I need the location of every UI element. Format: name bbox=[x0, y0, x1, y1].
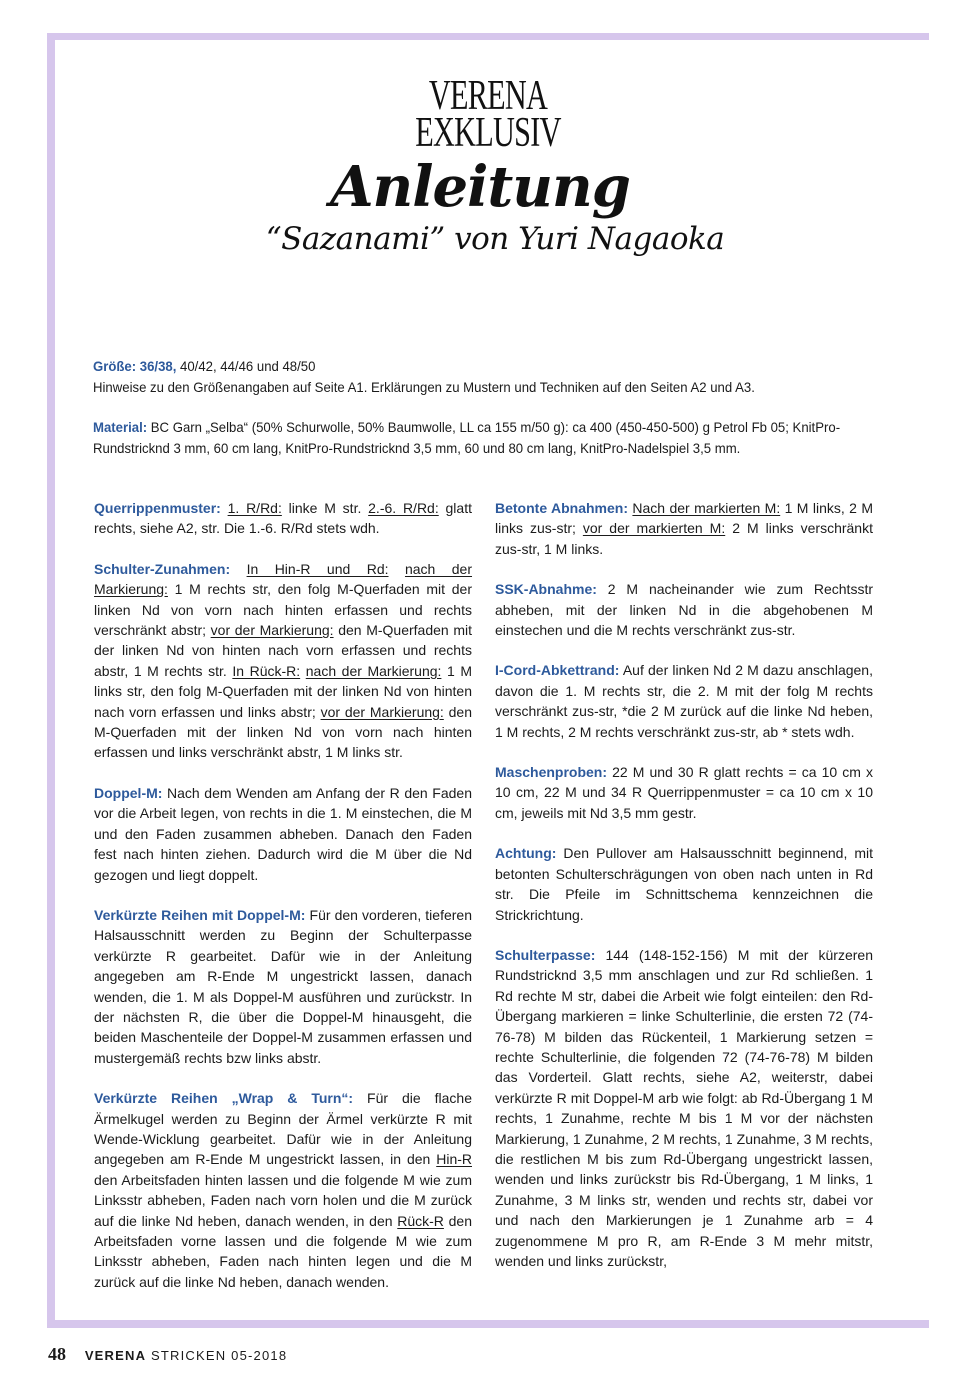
body-text: Den Pullover am Halsausschnitt beginnend, mit betonten Schulterschrägungen von oben nach unten in Rd str. Die Pfeile im Schnittschema kennzeichnen die Strickrichtung. bbox=[495, 845, 873, 923]
segments bbox=[495, 845, 873, 922]
underlined-term: vor der Markierung: bbox=[210, 622, 334, 639]
section-label: Maschenproben: bbox=[495, 764, 608, 781]
body-text: Für den vorderen, tieferen Halsausschnitt werden zu Beginn der Schulterpasse verkürzte R gearbeitet. Dafür wie in der Anleitung angegeben am R-Ende M ungestrickt lassen, danach wenden, die 1. M als Doppel-M ausführen und zurückstr. In der nächsten R, die über die Doppel-M hinausgeht, die beiden Maschenteile der Doppel-M zusammen erfassen und mustergemäß rechts bzw links abstr. bbox=[94, 906, 472, 1066]
page-subtitle: “Sazanami” von Yuri Nagaoka bbox=[265, 221, 725, 257]
masthead bbox=[0, 73, 960, 258]
section-label: Größe: 36/38, bbox=[93, 358, 177, 374]
segments bbox=[93, 419, 840, 456]
body-text: 2 M links verschränkt zus-str, 1 M links. bbox=[495, 520, 873, 557]
section-label: I-Cord-Abkettrand: bbox=[495, 662, 620, 679]
body-text: Auf der linken Nd 2 M dazu anschlagen, davon die 1. M rechts str, die 2. M mit der folg M rechts verschränkt zus-str, *die 2 M zurück auf die linke Nd heben, 1 M rechts, 2 M rechts verschränkt zus-str, ab * stets wdh. bbox=[495, 662, 873, 740]
underlined-term: Rück-R bbox=[397, 1212, 444, 1229]
issue-label: STRICKEN 05-2018 bbox=[151, 1348, 288, 1363]
segments bbox=[94, 561, 472, 761]
underlined-term: Hin-R bbox=[436, 1151, 472, 1168]
paragraph-schulter-zunahmen bbox=[94, 559, 472, 763]
body-text: 1 M rechts str, den folg M-Querfaden mit der linken Nd von vorn nach hinten erfassen und rechts verschränkt abstr; bbox=[94, 581, 472, 639]
segments bbox=[94, 500, 472, 536]
body-text: 144 (148-152-156) M mit der kürzeren Rundstricknd 3,5 mm anschlagen und zur Rd schließen. 1 Rd rechte M str, dabei die Arbeit wie folgt einteilen: den Rd-Übergang markieren = linke Schulterlinie, die ersten 72 (74-76-78) M bilden das Rückenteil, 1 Markierung setzen = rechte Schulterlinie, die folgenden 72 (74-76-78) M bilden das Vorderteil. Glatt rechts, siehe A2, weiterstr, dabei verkürzte R mit Doppel-M arb wie folgt: ab Rd-Übergang 1 M rechts, 1 Zunahme, rechte M bis 1 M vor der nächsten Markierung, 1 Zunahme, 2 M rechts, 1 Zunahme, 3 M rechts, die restlichen M bis zum Rd-Übergang ungestrickt lassen, wenden und links zurückstr bis Rd-Übergang, 1 M links, 1 Zunahme, 3 M links str, wenden und rechts str, dabei vor und nach den Markierungen je 1 Zunahme arb = 4 zugenommene M pro R, am R-Ende 3 M mehr mitstr, wenden und links zurückstr, bbox=[495, 946, 873, 1269]
segments bbox=[94, 1090, 472, 1290]
segments bbox=[94, 907, 472, 1066]
segments bbox=[495, 947, 873, 1269]
body-text: 40/42, 44/46 und 48/50 bbox=[176, 358, 316, 374]
underlined-term: nach der Markierung: bbox=[305, 662, 442, 679]
decorative-frame-top bbox=[47, 33, 929, 40]
underlined-term: 1. R/Rd: bbox=[227, 500, 282, 516]
decorative-frame-bottom bbox=[47, 1320, 929, 1328]
right-column bbox=[495, 498, 873, 1291]
segments bbox=[93, 358, 315, 374]
section-label: Doppel-M: bbox=[94, 784, 163, 801]
body-text: 1 M links str, den folg M-Querfaden mit der linken Nd von hinten nach vorn erfassen und links abstr; bbox=[94, 662, 473, 720]
paragraph-ssk-abnahme bbox=[495, 579, 873, 640]
underlined-term: In Rück-R: bbox=[232, 662, 301, 679]
body-text: glatt rechts, siehe A2, str. Die 1.-6. R/Rd stets wdh. bbox=[94, 500, 472, 537]
body-text: linke M str. bbox=[281, 500, 369, 516]
section-label: Achtung: bbox=[495, 845, 557, 862]
size-note: Hinweise zu den Größenangaben auf Seite A1. Erklärungen zu Mustern und Techniken auf den Seiten A2 und A3. bbox=[93, 378, 755, 395]
paragraph-maschenproben bbox=[495, 762, 873, 823]
underlined-term: Nach der markierten M: bbox=[632, 500, 781, 516]
underlined-term: 2.-6. R/Rd: bbox=[368, 500, 439, 516]
brand-line-1: VERENA bbox=[428, 73, 548, 119]
underlined-term: nach der Markierung: bbox=[94, 560, 473, 598]
body-text: 1 M links, 2 M links zus-str; bbox=[495, 500, 873, 537]
body-text: den M-Querfaden mit der linken Nd von hinten nach vorn erfassen und rechts abstr, 1 M rechts str. bbox=[94, 622, 472, 679]
left-column bbox=[94, 498, 472, 1312]
segments bbox=[495, 581, 873, 638]
body-text bbox=[389, 561, 405, 577]
page-number: 48 bbox=[48, 1344, 66, 1364]
magazine-name: VERENA bbox=[84, 1348, 147, 1363]
body-text: Für die flache Ärmelkugel werden zu Beginn der Ärmel verkürzte R mit Wende-Wicklung gearbeitet. Dafür wie in der Anleitung angegeben am R-Ende M ungestrickt lassen, in den bbox=[94, 1090, 472, 1168]
paragraph-verkuerzte-reihen-doppel-m bbox=[94, 905, 472, 1068]
body-text: den Arbeitsfaden hinten lassen und die folgende M wie zum Linksstr abheben, Faden nach vorn holen und die M zurück auf die linke Nd heben, danach wenden, in den bbox=[94, 1171, 472, 1229]
segments bbox=[495, 662, 873, 739]
underlined-term: vor der Markierung: bbox=[320, 703, 444, 720]
body-text bbox=[221, 500, 228, 516]
brand-line-2: EXKLUSIV bbox=[415, 110, 561, 156]
segments bbox=[495, 500, 873, 557]
paragraph-i-cord-abkettrand bbox=[495, 660, 873, 742]
paragraph-verkuerzte-reihen-wrap-turn bbox=[94, 1088, 472, 1292]
section-label: Verkürzte Reihen „Wrap & Turn“: bbox=[94, 1090, 354, 1107]
section-label: SSK-Abnahme: bbox=[495, 581, 597, 598]
size-paragraph bbox=[93, 356, 883, 397]
paragraph-achtung bbox=[495, 843, 873, 925]
segments bbox=[495, 764, 873, 821]
body-text: 22 M und 30 R glatt rechts = ca 10 cm x 10 cm, 22 M und 34 R Querrippenmuster = ca 10 cm x 10 cm, jeweils mit Nd 3,5 mm gestr. bbox=[495, 764, 873, 821]
paragraph-betonte-abnahmen bbox=[495, 498, 873, 559]
section-label: Querrippenmuster: bbox=[94, 500, 221, 516]
intro-section bbox=[93, 356, 841, 478]
section-label: Verkürzte Reihen mit Doppel-M: bbox=[94, 906, 306, 923]
body-text: 2 M nacheinander wie zum Rechtsstr abheben, mit der linken Nd in die abgehobenen M einstechen und die M rechts verschränkt zus-str. bbox=[495, 581, 873, 639]
underlined-term: vor der markierten M: bbox=[582, 520, 726, 537]
paragraph-schulterpasse bbox=[495, 945, 873, 1272]
section-label: Schulter-Zunahmen: bbox=[94, 560, 231, 577]
paragraph-querrippenmuster bbox=[94, 498, 472, 539]
section-label: Betonte Abnahmen: bbox=[495, 500, 628, 516]
paragraph-doppel-m bbox=[94, 783, 472, 885]
page-footer bbox=[48, 1344, 287, 1365]
underlined-term: In Hin-R und Rd: bbox=[246, 560, 389, 577]
body-text bbox=[230, 561, 246, 577]
page-title: Anleitung bbox=[330, 154, 630, 220]
body-text: BC Garn „Selba“ (50% Schurwolle, 50% Baumwolle, LL ca 155 m/50 g): ca 400 (450-450-500) g Petrol Fb 05; KnitPro-Rundstricknd 3 mm, 60 cm lang, KnitPro-Rundstricknd 3,5 mm, 60 und 80 cm lang, KnitPro-Nadelspiel 3,5 mm. bbox=[93, 419, 841, 456]
body-text: den Arbeitsfaden vorne lassen und die folgende M wie zum Linksstr abheben, Faden nach hinten legen und die M zurück auf die linke Nd heben, danach wenden. bbox=[94, 1212, 472, 1290]
section-label: Schulterpasse: bbox=[495, 946, 596, 963]
body-text: Nach dem Wenden am Anfang der R den Faden vor die Arbeit legen, von rechts in die 1. M einstechen, die M und den Faden zusammen abheben. Danach den Faden fest nach hinten ziehen. Dadurch wird die M über die Nd gezogen und liegt doppelt. bbox=[94, 784, 472, 883]
section-label: Material: bbox=[93, 419, 148, 435]
material-paragraph bbox=[93, 417, 873, 458]
body-text: den M-Querfaden mit der linken Nd von vorn nach hinten erfassen und links verschränkt abstr, 1 M links str. bbox=[94, 703, 472, 761]
segments bbox=[94, 785, 472, 883]
